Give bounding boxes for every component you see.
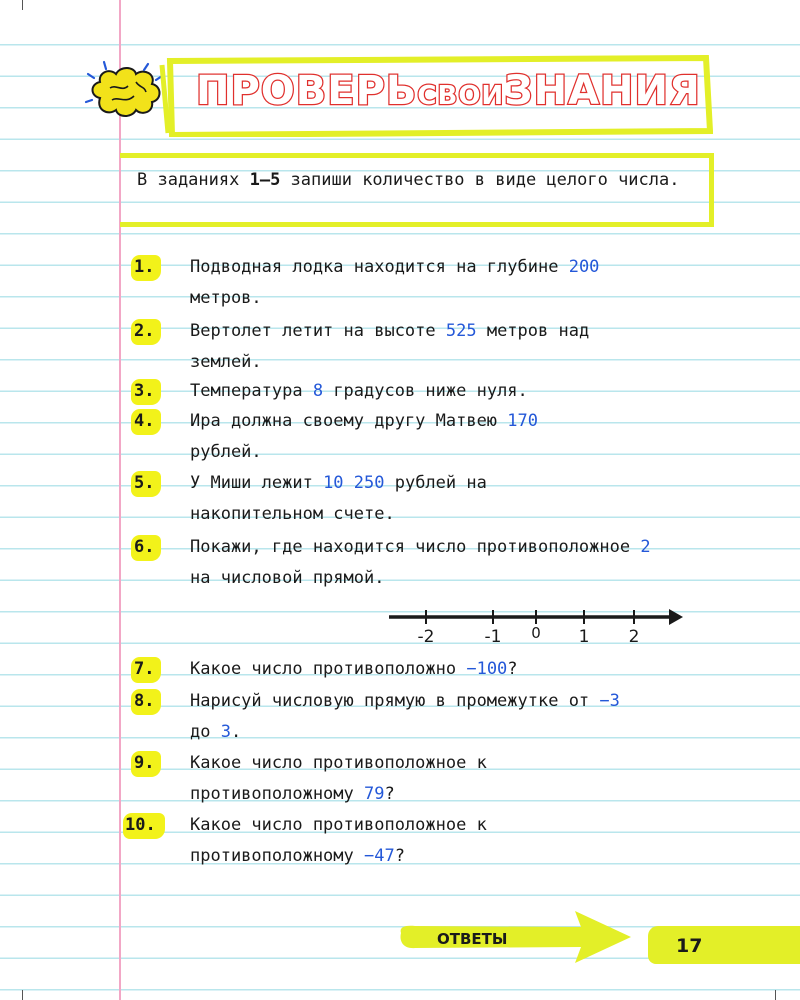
number-line [385,600,685,650]
tick-label: 2 [628,627,640,647]
brain-icon [82,58,168,128]
intro-text [137,164,697,196]
answers-link[interactable]: ОТВЕТЫ [437,930,508,948]
intro-range: 1–5 [249,170,281,190]
crop-mark [22,990,23,1000]
page-number-tab [648,926,800,964]
task-text: Какое число противоположное к противоположному 79? [190,753,487,804]
tick-label: 0 [531,624,541,642]
crop-mark [775,990,776,1000]
task-number: 4. [131,406,171,436]
task-text: Покажи, где находится число противоположное 2 на числовой прямой. [190,537,651,588]
tick-label: 1 [578,627,590,647]
title-part2: СВОИ [417,81,505,111]
task-number: 5. [131,468,171,498]
task-number: 6. [131,532,171,562]
margin-line [119,0,121,1000]
task-number: 7. [131,654,171,684]
task-text: Какое число противоположно −100? [190,659,518,679]
task-number: 2. [131,316,171,346]
task-text: Нарисуй числовую прямую в промежутке от −3 до 3. [190,691,620,742]
task-text: Подводная лодка находится на глубине 200 метров. [190,257,600,308]
title-part3: ЗНАНИЯ [504,68,701,114]
crop-mark [22,0,23,10]
task-number: 10. [131,810,171,840]
intro-after: запиши количество в виде целого числа. [280,170,680,190]
title-part1: ПРОВЕРЬ [196,68,418,114]
task-number: 3. [131,376,171,406]
task-text: Ира должна своему другу Матвею 170 рублей. [190,411,538,462]
task-number: 8. [131,686,171,716]
tick-label: -2 [417,627,435,647]
task-text: Какое число противоположное к противоположному −47? [190,815,487,866]
answers-arrow-icon[interactable] [395,905,635,967]
page-number: 17 [676,935,703,957]
task-text: У Миши лежит 10 250 рублей на накопительном счете. [190,473,487,524]
page-title [196,68,701,128]
task-text: Вертолет летит на высоте 525 метров над землей. [190,321,590,372]
intro-before: В заданиях [137,170,250,190]
task-text: Температура 8 градусов ниже нуля. [190,381,528,401]
task-number: 1. [131,252,171,282]
tick-label: -1 [484,627,502,647]
task-number: 9. [131,748,171,778]
